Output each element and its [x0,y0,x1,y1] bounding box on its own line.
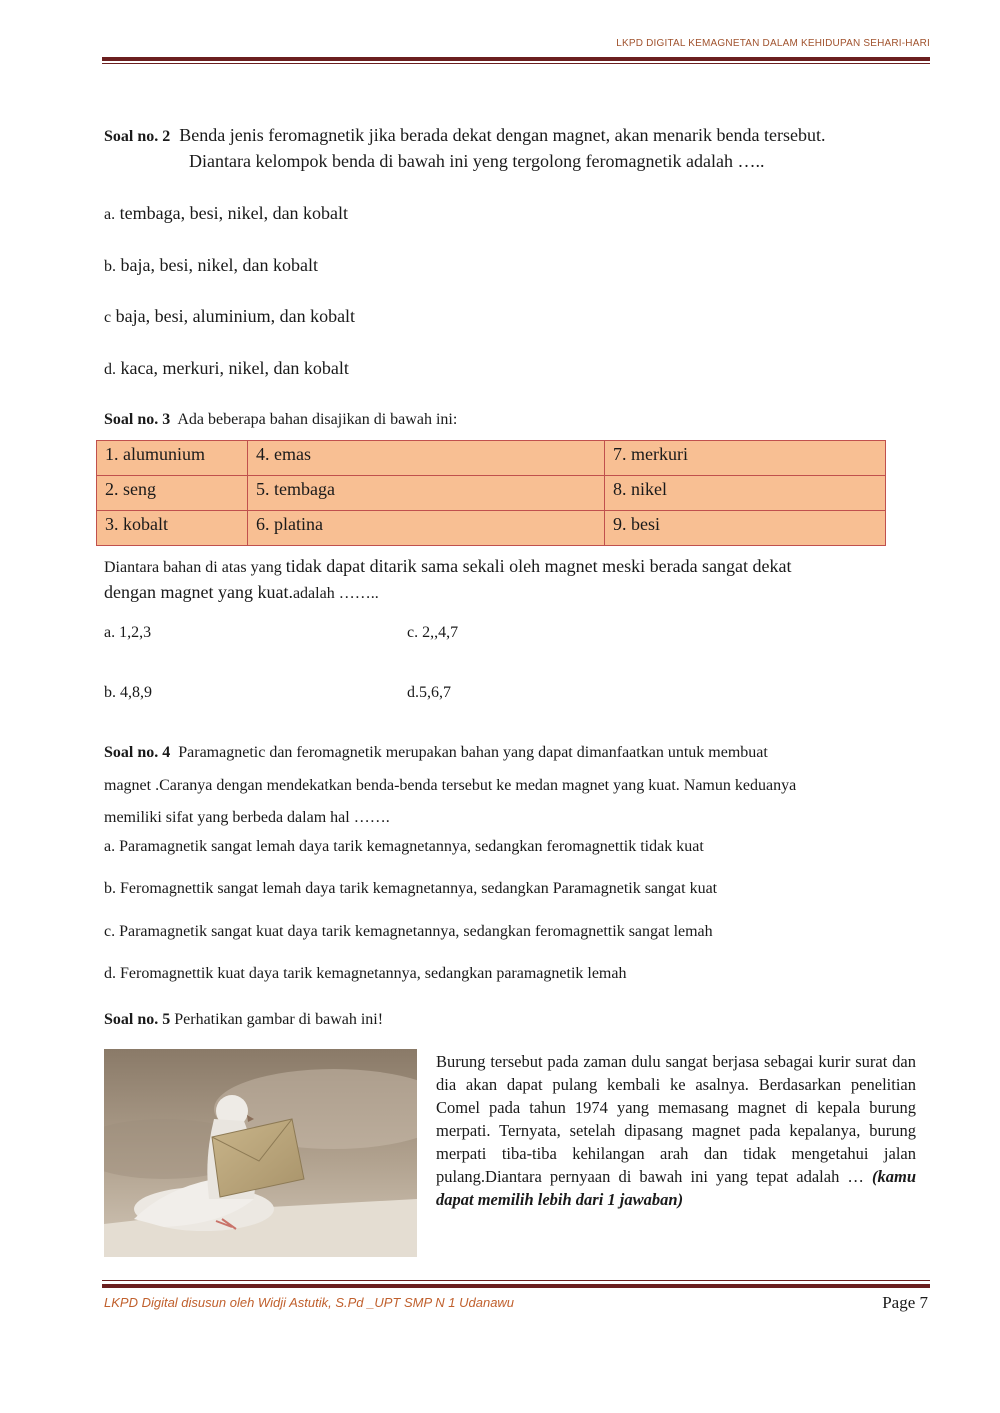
pigeon-envelope-image [104,1049,417,1257]
q5-label: Soal no. 5 [104,1011,171,1028]
q2-text-2: Diantara kelompok benda di bawah ini yeng tergolong feromagnetik adalah ….. [189,151,765,171]
q2-text-1: Benda jenis feromagnetik jika berada dekat dengan magnet, akan menarik benda tersebut. [179,125,826,145]
q3-option-b[interactable]: b. 4,8,9 [104,684,152,701]
q3-intro-line [104,407,457,433]
q5-paragraph: Burung tersebut pada zaman dulu sangat berjasa sebagai kurir surat dan dia akan dapat pulang kembali ke asalnya. Berdasarkan penelitian Comel pada tahun 1974 yang memasang magnet di kepala burung merpati. Ternyata, setelah dipasang magnet pada kepalanya, burung merpati tiba-tiba kehilangan arah dan tidak mengetahui jalan pulang.Diantara pernyaan di bawah ini yang tepat adalah … (kamu dapat memilih lebih dari 1 jawaban) [436,1052,916,1209]
q4-option-b[interactable]: b. Feromagnettik sangat lemah daya tarik kemagnetannya, sedangkan Paramagnetik sangat kuat [104,880,718,897]
header-rule [102,57,930,61]
table-cell: 9. besi [605,511,886,546]
table-row [97,441,886,476]
q4-line1: Soal no. 4 Paramagnetic dan feromagnetik merupakan bahan yang dapat dimanfaatkan untuk membuat [104,744,768,761]
table-cell: 4. emas [248,441,605,476]
table-row [97,476,886,511]
table-row [97,511,886,546]
q4-option-a[interactable]: a. Paramagnetik sangat lemah daya tarik kemagnetannya, sedangkan feromagnettik tidak kuat [104,838,704,855]
q4-label: Soal no. 4 [104,744,171,761]
page-number: Page 7 [882,1293,928,1312]
q3-option-c[interactable]: c. 2,,4,7 [407,624,459,641]
q2-option-a[interactable]: a. tembaga, besi, nikel, dan kobalt [104,203,349,223]
q3-question-line2: dengan magnet yang kuat.adalah …….. [104,582,379,602]
q2-option-c[interactable]: c baja, besi, aluminium, dan kobalt [104,306,356,326]
q5-emphasis: (kamu dapat memilih lebih dari 1 jawaban) [436,1167,916,1209]
materials-table [96,440,886,546]
table-cell: 1. alumunium [97,441,248,476]
q3-label: Soal no. 3 [104,411,171,428]
q5-intro-line [104,1007,383,1033]
footer-rule [102,1284,930,1288]
q3-option-a[interactable]: a. 1,2,3 [104,624,152,641]
q4-option-c[interactable]: c. Paramagnetik sangat kuat daya tarik kemagnetannya, sedangkan feromagnettik sangat lemah [104,923,713,940]
table-cell: 5. tembaga [248,476,605,511]
q4-option-d[interactable]: d. Feromagnettik kuat daya tarik kemagnetannya, sedangkan paramagnetik lemah [104,965,627,982]
q2-line1 [104,122,826,150]
table-cell: 3. kobalt [97,511,248,546]
q3-question-line1: Diantara bahan di atas yang tidak dapat ditarik sama sekali oleh magnet meski berada sangat dekat [104,556,792,576]
q4-line3: memiliki sifat yang berbeda dalam hal ……. [104,809,390,826]
header-title: LKPD DIGITAL KEMAGNETAN DALAM KEHIDUPAN SEHARI-HARI [616,38,930,49]
table-cell: 7. merkuri [605,441,886,476]
q3-option-d[interactable]: d.5,6,7 [407,684,451,701]
q5-intro: Perhatikan gambar di bawah ini! [174,1011,384,1028]
q3-intro: Ada beberapa bahan disajikan di bawah ini: [177,411,458,428]
table-cell: 2. seng [97,476,248,511]
q2-label: Soal no. 2 [104,128,171,145]
q2-option-b[interactable]: b. baja, besi, nikel, dan kobalt [104,255,318,275]
footer-credit: LKPD Digital disusun oleh Widji Astutik, S.Pd _UPT SMP N 1 Udanawu [104,1295,515,1310]
footer-rule-thin [102,1280,930,1281]
table-cell: 8. nikel [605,476,886,511]
q4-line2: magnet .Caranya dengan mendekatkan benda-benda tersebut ke medan magnet yang kuat. Namun keduanya [104,777,797,794]
table-cell: 6. platina [248,511,605,546]
header-rule-thin [102,63,930,64]
q2-option-d[interactable]: d. kaca, merkuri, nikel, dan kobalt [104,358,349,378]
